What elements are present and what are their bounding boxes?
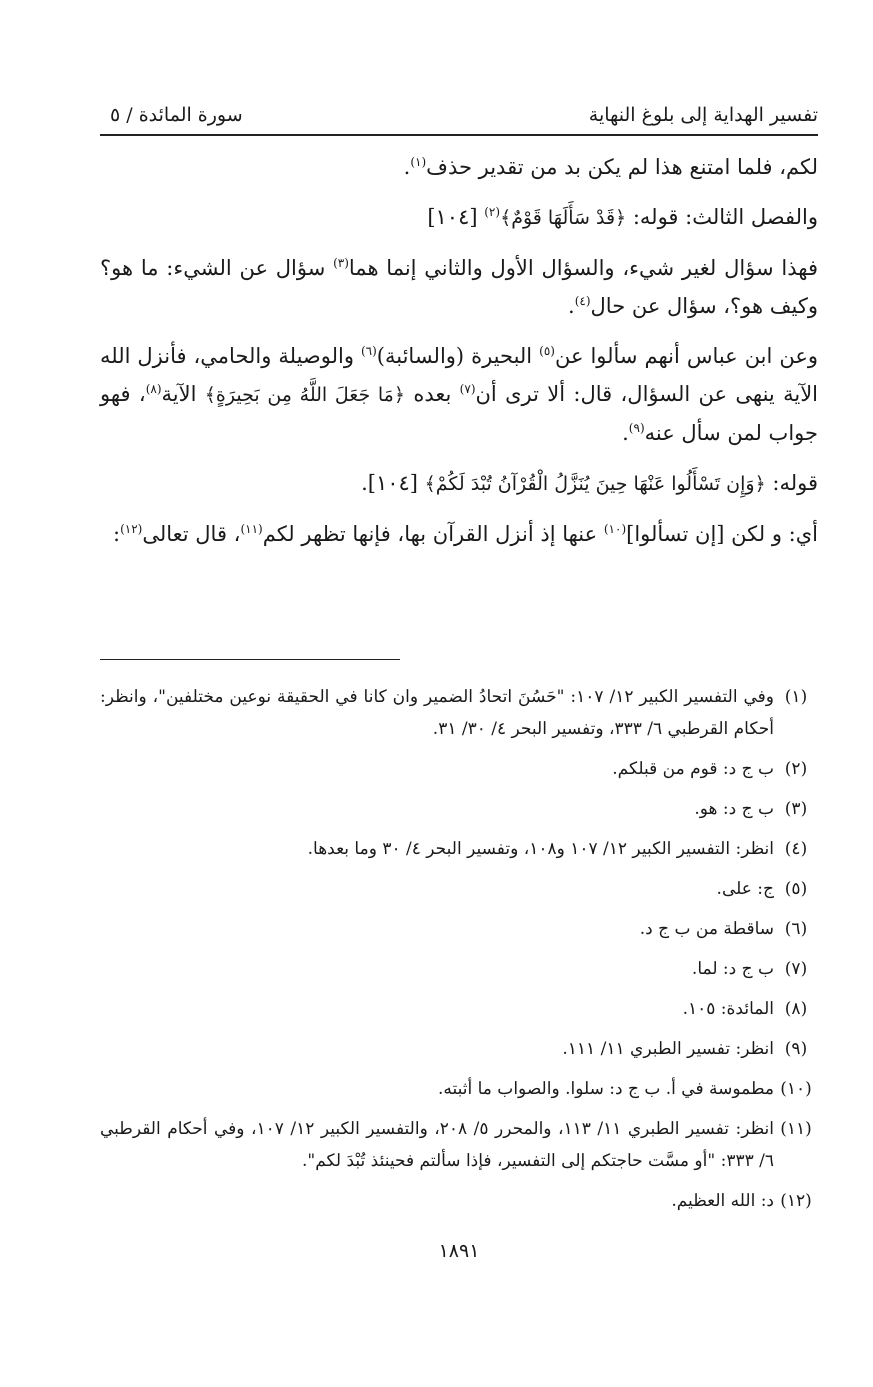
footnote-text: مطموسة في أ. ب ج د: سلوا. والصواب ما أثبته.: [437, 1079, 774, 1099]
footnote-text: ب ج د: لما.: [691, 959, 774, 979]
paragraph-1: لكم، فلما امتنع هذا لم يكن بد من تقدير حذف$^{(١)}$.: [403, 155, 818, 179]
footnote-number: (٣): [784, 799, 808, 819]
footnote-ref-5: (٥): [539, 344, 555, 358]
paragraph-2: والفصل الثالث: قوله: ﴿قَدْ سَأَلَهَا قَوْمٌ﴾$^{(٢)}$ [١٠٤]: [427, 205, 818, 229]
footnote-item: [100, 993, 818, 1025]
page-number: ١٨٩١: [438, 1240, 480, 1262]
footnote-text: ساقطة من ب ج د.: [639, 919, 774, 939]
footnote-ref-9: (٩): [628, 421, 645, 435]
footnote-number: (٥): [784, 879, 808, 899]
footnote-number: (٨): [784, 999, 808, 1019]
footnote-item: [100, 1185, 818, 1217]
footnote-item: [100, 1113, 818, 1177]
footnote-item: [100, 753, 818, 785]
verse-ref: [١٠٤].: [361, 471, 425, 495]
footnotes: [100, 681, 818, 1225]
footnote-text: انظر: تفسير الطبري ١١/ ١١٣، والمحرر ٥/ ٢٠٨، والتفسير الكبير ١٢/ ١٠٧، وفي أحكام القرطبي ٦/ ٣٣٣: "أو مسَّت حاجتكم إلى التفسير، فإذا سألتم فحينئذ تُبْدَ لكم".: [100, 1119, 774, 1171]
footnote-number: (٢): [784, 759, 808, 779]
footnote-text: د: الله العظيم.: [671, 1191, 774, 1211]
surah-label: سورة المائدة / ٥: [110, 104, 243, 126]
footnote-number: (١١): [780, 1119, 812, 1139]
footnote-item: [100, 1033, 818, 1065]
quran-verse: ﴿وَإِن تَسْأَلُوا عَنْهَا حِينَ يُنَزَّلُ الْقُرْآنُ تُبْدَ لَكُمْ﴾: [424, 473, 766, 495]
footnote-number: (١): [784, 687, 808, 707]
footnote-item: [100, 873, 818, 905]
book-title: تفسير الهداية إلى بلوغ النهاية: [588, 104, 818, 126]
footnote-ref-12: (١٢): [120, 522, 143, 536]
footnote-ref-3: (٣): [333, 256, 349, 270]
footnote-text: وفي التفسير الكبير ١٢/ ١٠٧: "حَسُنَ اتحادُ الضمير وان كانا في الحقيقة نوعين مختلفين"، وانظر: أحكام القرطبي ٦/ ٣٣٣، وتفسير البحر ٤/ ٣٠/ ٣١.: [100, 687, 774, 739]
footnote-number: (١٠): [780, 1079, 812, 1099]
footnote-ref-6: (٦): [360, 344, 377, 358]
footnote-ref-4: (٤): [574, 294, 591, 308]
paragraph-4: وعن ابن عباس أنهم سألوا عن$^{(٥)}$ البحيرة (والسائبة)$^{(٦)}$ والوصيلة والحامي، فأنزل الله الآية ينهى عن السؤال، قال: ألا ترى أن$^{(٧)}$ بعده ﴿مَا جَعَلَ اللَّهُ مِن بَحِيرَةٍ﴾ الآية$^{(٨)}$، فهو جواب لمن سأل عنه$^{(٩)}$.: [100, 344, 819, 445]
footnote-separator: [100, 659, 400, 660]
main-text: [100, 148, 818, 553]
paragraph-6: أي: و لكن [إن تسألوا]$^{(١٠)}$ عنها إذ أنزل القرآن بها، فإنها تظهر لكم$^{(١١)}$، قال تعالى$^{(١٢)}$:: [113, 522, 818, 546]
footnote-text: ج: على.: [716, 879, 774, 899]
verse-ref: [١٠٤]: [427, 205, 485, 229]
footnote-ref-10: (١٠): [603, 522, 627, 536]
footnote-ref-11: (١١): [240, 522, 263, 536]
footnote-item: [100, 913, 818, 945]
footnote-ref-2: (٢): [484, 205, 501, 219]
footnote-text: انظر: التفسير الكبير ١٢/ ١٠٧ و١٠٨، وتفسير البحر ٤/ ٣٠ وما بعدها.: [307, 839, 774, 859]
footnote-item: [100, 681, 818, 745]
paragraph-3: فهذا سؤال لغير شيء، والسؤال الأول والثاني إنما هما$^{(٣)}$ سؤال عن الشيء: ما هو؟ وكيف هو؟، سؤال عن حال$^{(٤)}$.: [100, 256, 818, 318]
footnote-number: (٩): [784, 1039, 808, 1059]
footnote-text: ب ج د: قوم من قبلكم.: [612, 759, 774, 779]
footnote-number: (٦): [784, 919, 808, 939]
footnote-ref-7: (٧): [459, 382, 476, 396]
footnote-ref-1: (١): [410, 155, 427, 169]
footnote-text: ب ج د: هو.: [694, 799, 774, 819]
footnote-item: [100, 833, 818, 865]
book-page: [100, 96, 818, 1296]
quran-verse: ﴿قَدْ سَأَلَهَا قَوْمٌ﴾: [500, 207, 627, 229]
footnote-ref-8: (٨): [145, 382, 162, 396]
footnote-number: (١٢): [780, 1191, 812, 1211]
footnote-item: [100, 793, 818, 825]
footnote-text: انظر: تفسير الطبري ١١/ ١١١.: [562, 1039, 774, 1059]
footnote-number: (٤): [784, 839, 808, 859]
footnote-item: [100, 953, 818, 985]
footnote-item: [100, 1073, 818, 1105]
running-header: [100, 96, 818, 136]
quran-verse: ﴿مَا جَعَلَ اللَّهُ مِن بَحِيرَةٍ﴾: [204, 384, 405, 406]
footnote-text: المائدة: ١٠٥.: [682, 999, 774, 1019]
footnote-number: (٧): [784, 959, 808, 979]
paragraph-5: قوله: ﴿وَإِن تَسْأَلُوا عَنْهَا حِينَ يُنَزَّلُ الْقُرْآنُ تُبْدَ لَكُمْ﴾ [١٠٤].: [361, 471, 818, 495]
